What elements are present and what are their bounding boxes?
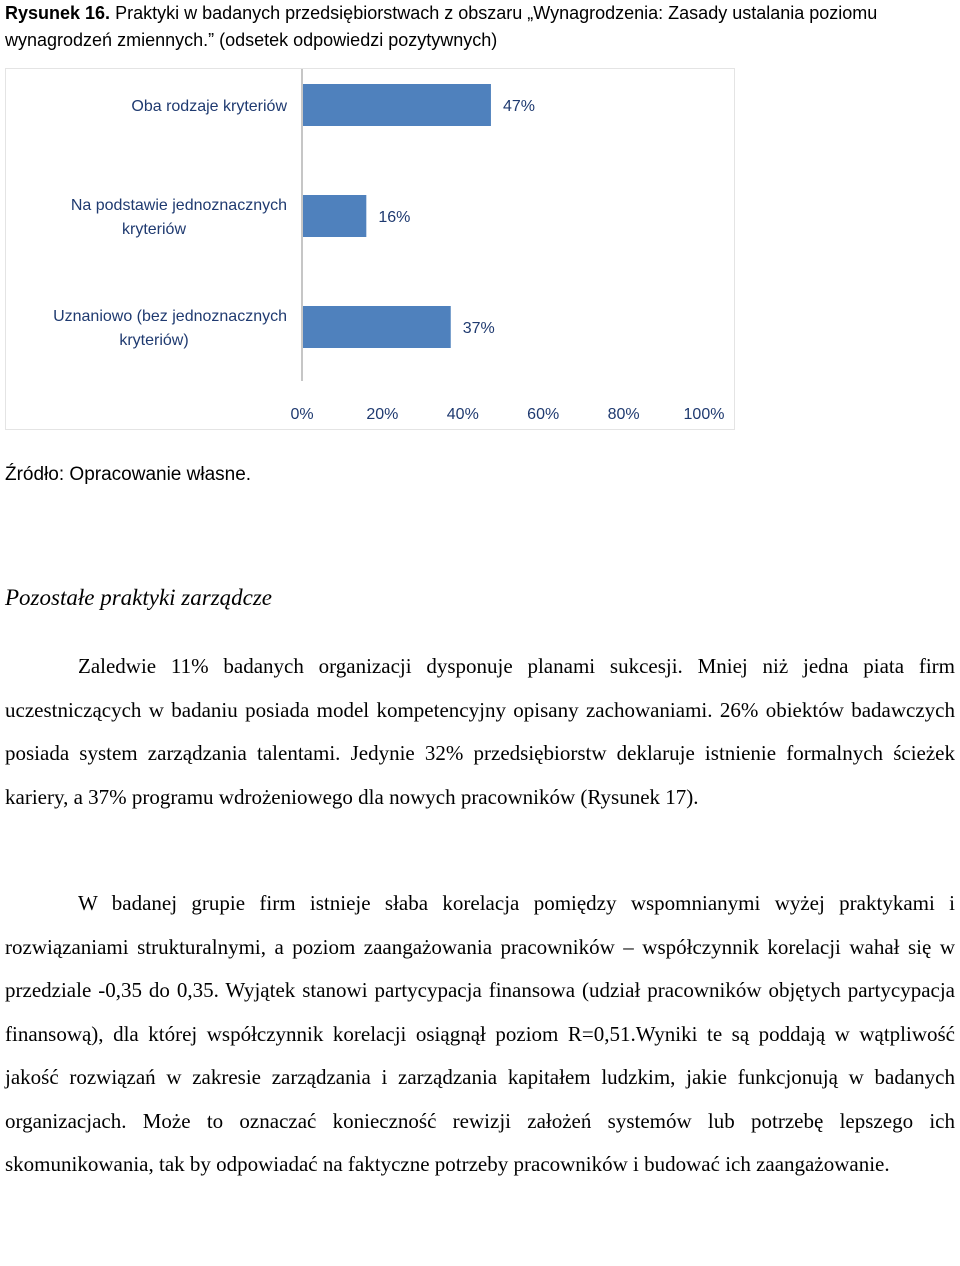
category-label-1-line-1: Oba rodzaje kryteriów bbox=[131, 98, 287, 115]
value-label-3: 37% bbox=[462, 320, 495, 337]
x-tick-label-3: 40% bbox=[446, 406, 479, 423]
figure-caption-label: Rysunek 16. bbox=[5, 3, 111, 23]
x-tick-label-5: 80% bbox=[607, 406, 640, 423]
paragraph-2: W badanej grupie firm istnieje słaba korelacja pomiędzy wspomnianymi wyżej praktykami i rozwiązaniami strukturalnymi, a poziom zaangażowania pracowników – współczynnik korelacji wahał się w przedziale -0,35 do 0,35. Wyjątek stanowi partycypacja finansowa (udział pracowników objętych partycypacja finansową), dla której współczynnik korelacji osiągnął poziom R=0,51.Wyniki te są poddają w wątpliwość jakość rozwiązań w zakresie zarządzania i zarządzania kapitałem ludzkim, jakie funkcjonują w badanych organizacjach. Może to oznaczać konieczność rewizji założeń systemów lub potrzebę lepszego ich skomunikowania, tak by odpowiadać na faktyczne potrzeby pracowników i budować ich zaangażowanie. bbox=[5, 891, 955, 1176]
bar-3 bbox=[303, 306, 451, 348]
bar-1 bbox=[303, 84, 491, 126]
x-tick-label-4: 60% bbox=[527, 406, 560, 423]
bar-chart bbox=[5, 68, 735, 430]
value-label-2: 16% bbox=[378, 209, 411, 226]
x-tick-label-6: 100% bbox=[683, 406, 725, 423]
value-label-1: 47% bbox=[502, 98, 535, 115]
category-label-3-line-1: Uznaniowo (bez jednoznacznych bbox=[53, 308, 287, 325]
x-tick-label-2: 20% bbox=[366, 406, 399, 423]
category-label-2-line-2: kryteriów bbox=[121, 221, 187, 238]
category-label-3-line-2: kryteriów) bbox=[119, 332, 189, 349]
section-title: Pozostałe praktyki zarządcze bbox=[5, 585, 273, 610]
figure-caption-text: Praktyki w badanych przedsiębiorstwach z obszaru „Wynagrodzenia: Zasady ustalania poziomu wynagrodzeń zmiennych.” (odsetek odpowiedzi pozytywnych) bbox=[5, 3, 878, 50]
bar-2 bbox=[303, 195, 366, 237]
category-label-2-line-1: Na podstawie jednoznacznych bbox=[70, 197, 287, 214]
x-tick-label-1: 0% bbox=[290, 406, 314, 423]
paragraph-1: Zaledwie 11% badanych organizacji dysponuje planami sukcesji. Mniej niż jedna piata firm uczestniczących w badaniu posiada model kompetencyjny opisany zachowaniami. 26% obiektów badawczych posiada system zarządzania talentami. Jedynie 32% przedsiębiorstw deklaruje istnienie formalnych ścieżek kariery, a 37% programu wdrożeniowego dla nowych pracowników (Rysunek 17). bbox=[5, 654, 955, 809]
source-note: Źródło: Opracowanie własne. bbox=[5, 464, 252, 485]
figure-caption bbox=[5, 0, 950, 54]
bar-chart-svg bbox=[6, 69, 734, 429]
